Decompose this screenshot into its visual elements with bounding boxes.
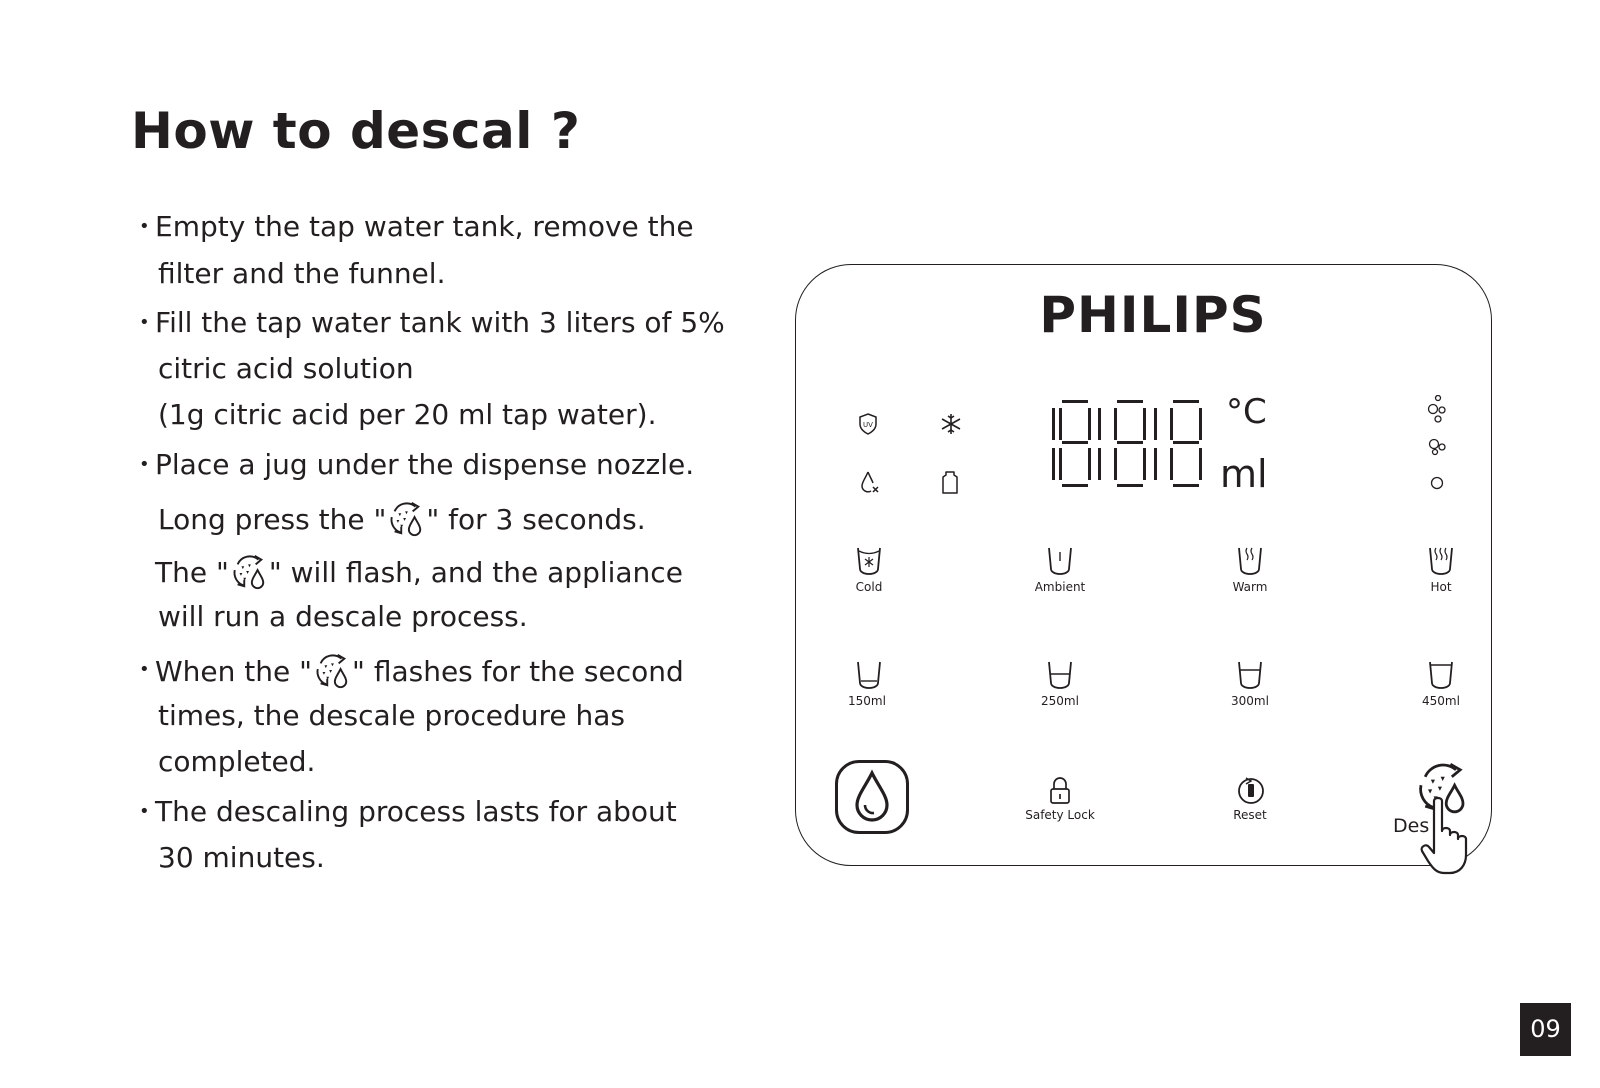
cup-150ml-icon[interactable] (855, 659, 883, 691)
dispense-button[interactable] (835, 760, 909, 834)
descale-icon (312, 652, 352, 690)
volume-250-label: 250ml (1041, 694, 1079, 708)
page-number: 09 (1520, 1003, 1571, 1056)
descale-label: Des (1393, 815, 1430, 837)
hot-cup-icon[interactable] (1427, 545, 1455, 577)
svg-text:UV: UV (863, 421, 873, 429)
step4-line1-end: " flashes for the second (352, 655, 684, 688)
step3-line4: will run a descale process. (158, 600, 528, 633)
bullet: • (139, 801, 150, 822)
volume-unit: ml (1220, 452, 1268, 496)
cup-450ml-icon[interactable] (1427, 659, 1455, 691)
snowflake-icon (939, 412, 963, 436)
cold-cup-icon[interactable] (855, 545, 883, 577)
step5-line1: The descaling process lasts for about (155, 795, 677, 828)
uv-shield-icon (857, 412, 879, 436)
brand-logo: PHILIPS (1039, 286, 1267, 344)
step5-line2: 30 minutes. (158, 841, 325, 874)
descale-icon (386, 500, 426, 538)
volume-150-label: 150ml (848, 694, 886, 708)
bullet: • (139, 216, 150, 237)
step3-line2-end: " for 3 seconds. (426, 503, 646, 536)
safety-lock-label: Safety Lock (1025, 808, 1095, 822)
bullet: • (139, 454, 150, 475)
lock-icon[interactable] (1047, 776, 1073, 806)
cup-300ml-icon[interactable] (1236, 659, 1264, 691)
step4-line2: times, the descale procedure has (158, 699, 626, 732)
volume-300-label: 300ml (1231, 694, 1269, 708)
temperature-unit: °C (1226, 392, 1267, 432)
water-drop-icon (838, 763, 906, 831)
step4-line3: completed. (158, 745, 316, 778)
step1-line1: Empty the tap water tank, remove the (155, 210, 694, 243)
reset-label: Reset (1233, 808, 1267, 822)
ambient-cup-icon[interactable] (1046, 545, 1074, 577)
step3-line3-end: " will flash, and the appliance (268, 556, 683, 589)
ambient-label: Ambient (1034, 580, 1086, 594)
hand-pointer-icon (1418, 795, 1484, 875)
warm-label: Warm (1232, 580, 1268, 594)
hot-label: Hot (1430, 580, 1452, 594)
step2-line1: Fill the tap water tank with 3 liters of 5% (155, 306, 725, 339)
step4-line1 (155, 652, 684, 690)
step2-line3: (1g citric acid per 20 ml tap water). (158, 398, 657, 431)
step3-line1: Place a jug under the dispense nozzle. (155, 448, 695, 481)
bullet: • (139, 659, 150, 680)
volume-450-label: 450ml (1422, 694, 1460, 708)
filter-cartridge-icon (940, 470, 960, 496)
bubbles-icon (1424, 395, 1450, 493)
step3-line2-start: Long press the " (158, 503, 387, 536)
descale-icon (229, 553, 269, 591)
step1-line2: filter and the funnel. (158, 257, 446, 290)
page-title: How to descal ? (131, 102, 581, 160)
step3-line3-start: The " (155, 556, 229, 589)
no-water-drop-icon (859, 470, 881, 494)
step4-line1-start: When the " (155, 655, 313, 688)
reset-icon[interactable] (1236, 775, 1266, 805)
cold-label: Cold (855, 580, 883, 594)
step3-line2 (158, 500, 646, 538)
bullet: • (139, 312, 150, 333)
seven-segment-display (1050, 398, 1220, 490)
step2-line2: citric acid solution (158, 352, 414, 385)
cup-250ml-icon[interactable] (1046, 659, 1074, 691)
step3-line3 (155, 553, 683, 591)
warm-cup-icon[interactable] (1236, 545, 1264, 577)
